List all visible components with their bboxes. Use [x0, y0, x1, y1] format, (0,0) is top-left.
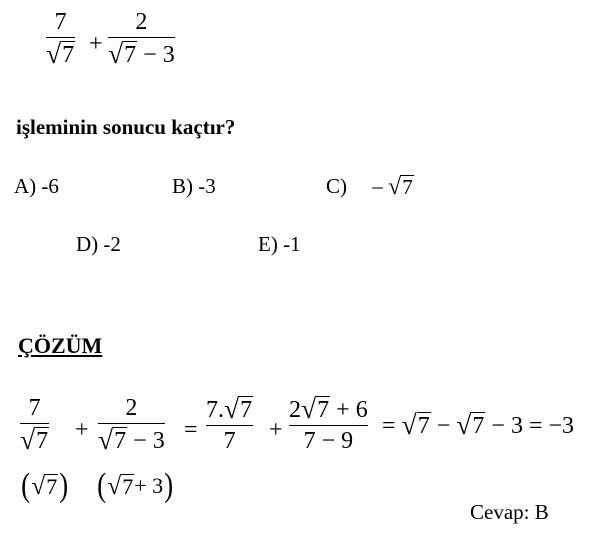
question-fraction-2: [108, 9, 175, 70]
plus-sign: +: [269, 417, 283, 443]
plus-sign: +: [89, 31, 103, 57]
sqrt: √ 7: [20, 424, 49, 456]
solution-fraction-2: 2 √ 7 − 3: [98, 395, 165, 456]
sqrt: √ 7: [46, 38, 75, 70]
fraction-denominator: √ 7 − 3: [108, 38, 175, 70]
option-e[interactable]: E) -1: [258, 232, 301, 256]
question-text: işleminin sonucu kaçtır?: [16, 115, 236, 139]
question-fraction-1: [46, 9, 75, 70]
multiplier-1: ( √ 7 ): [21, 467, 69, 504]
multiplier-2: ( √ 7 + 3 ): [97, 467, 174, 504]
sqrt: √ 7: [388, 173, 413, 200]
fraction-numerator: 2: [135, 9, 148, 35]
option-a[interactable]: A) -6: [14, 174, 59, 198]
solution-fraction-4: 2 √ 7 + 6 7 − 9: [289, 393, 368, 455]
option-d[interactable]: D) -2: [76, 232, 121, 256]
solution-fraction-1: 7 √ 7: [20, 395, 49, 456]
solution-fraction-3: 7. √ 7 7: [206, 393, 253, 455]
option-b[interactable]: B) -3: [172, 174, 216, 198]
option-c[interactable]: C) – √ 7: [326, 173, 413, 200]
equals-sign: =: [184, 417, 198, 443]
solution-title: ÇÖZÜM: [18, 333, 103, 358]
plus-sign: +: [75, 417, 89, 443]
solution-result: = √ 7 − √ 7 − 3 = −3: [382, 409, 575, 440]
fraction-numerator: 7: [54, 9, 67, 35]
answer-text: Cevap: B: [470, 500, 549, 524]
